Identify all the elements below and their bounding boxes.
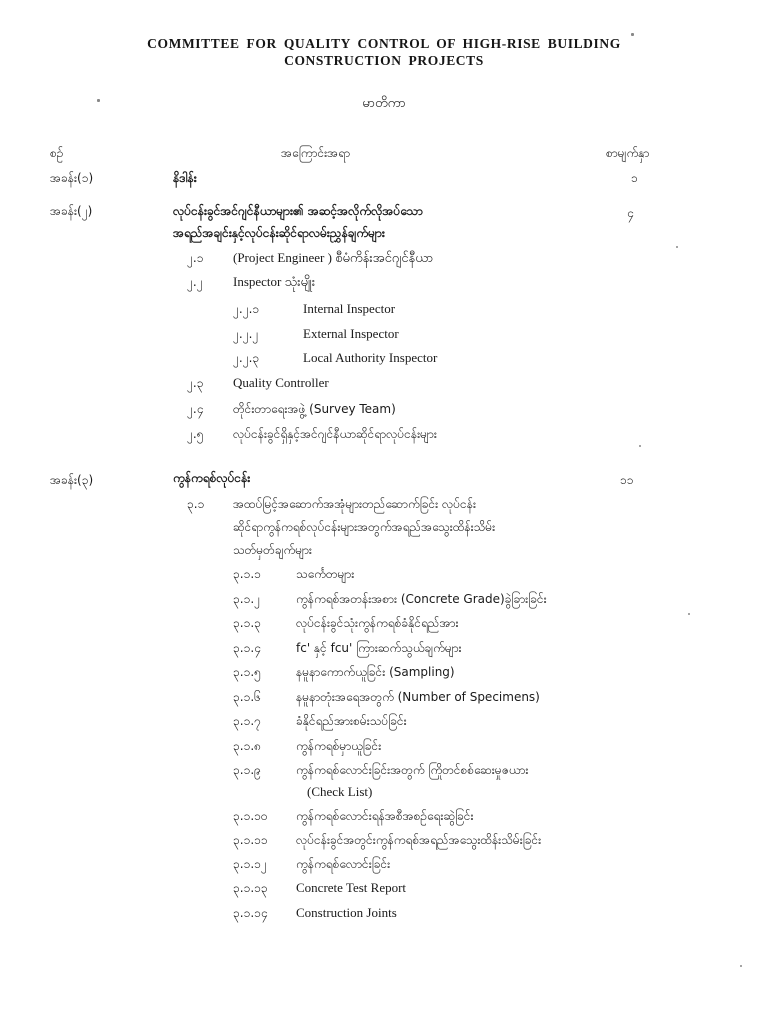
subitem-number: ၃.၁.၁၃ — [233, 881, 268, 895]
item-number: ၂.၂ — [187, 275, 203, 289]
subitem-number: ၃.၁.၆ — [233, 690, 261, 704]
subitem-number: ၃.၁.၉ — [233, 763, 261, 777]
column-header-chapter: စဉ် — [50, 146, 64, 160]
toc-subitem-text: Internal Inspector — [303, 301, 396, 316]
subitem-number: ၂.၂.၃ — [233, 351, 260, 365]
subitem-number: ၃.၁.၅ — [233, 665, 261, 679]
toc-subitem-text: ခံနိုင်ရည်အားစမ်းသပ်ခြင်း — [296, 714, 407, 728]
subitem-number: ၃.၁.၄ — [233, 641, 261, 655]
item-number: ၂.၁ — [187, 251, 204, 265]
chapter-3-page: ၁၁ — [620, 473, 634, 487]
toc-subitem-text: နမူနာတုံးအရေအတွက် (Number of Specimens) — [296, 690, 540, 704]
chapter-1-label: အခန်း(၁) — [50, 171, 94, 185]
subitem-number: ၃.၁.၁၄ — [233, 906, 268, 920]
subitem-number: ၂.၂.၂ — [233, 327, 259, 341]
toc-subitem-text: ကွန်ကရစ်လောင်းရန်အစီအစဉ်ရေးဆွဲခြင်း — [296, 809, 474, 823]
toc-subitem-text: Local Authority Inspector — [303, 350, 438, 365]
column-header-page: စာမျက်နှာ — [606, 146, 650, 160]
subitem-number: ၃.၁.၁၀ — [233, 809, 268, 823]
toc-subitem-text: ကွန်ကရစ်လောင်းခြင်း — [296, 857, 391, 871]
toc-subitem-text: သင်္ကေတများ — [296, 567, 355, 581]
toc-item-text: Inspector သုံးမျိုး — [233, 274, 316, 289]
chapter-2-page: ၄ — [627, 206, 634, 220]
item-number: ၂.၃ — [187, 376, 204, 390]
chapter-2-title-line1: လုပ်ငန်းခွင်အင်ဂျင်နီယာများ၏ အဆင့်အလိုက်လိုအပ်သော — [173, 204, 423, 218]
toc-item-text-line1: အထပ်မြင့်အဆောက်အအုံများတည်ဆောက်ခြင်း လုပ်ငန်း — [233, 497, 476, 511]
toc-heading: မာတိကာ — [362, 96, 406, 111]
subitem-number: ၃.၁.၁၁ — [233, 833, 268, 847]
scan-speck — [676, 246, 678, 248]
toc-subitem-text: Concrete Test Report — [296, 880, 407, 895]
toc-item-text: Quality Controller — [233, 375, 329, 390]
subitem-number: ၃.၁.၁ — [233, 567, 261, 581]
item-number: ၂.၅ — [187, 427, 204, 441]
toc-item-text-line2: ဆိုင်ရာကွန်ကရစ်လုပ်ငန်းများအတွက်အရည်အသွေးထိန်းသိမ်း — [233, 520, 496, 534]
scan-speck — [97, 99, 100, 102]
subitem-number: ၃.၁.၈ — [233, 739, 261, 753]
toc-subitem-text-line2: (Check List) — [307, 784, 373, 799]
subitem-number: ၃.၁.၁၂ — [233, 857, 267, 871]
toc-subitem-text: လုပ်ငန်းခွင်သုံးကွန်ကရစ်ခံနိုင်ရည်အား — [296, 616, 459, 630]
scan-speck — [688, 613, 690, 615]
chapter-2-label: အခန်း(၂) — [50, 204, 93, 218]
chapter-1-page: ၁ — [631, 171, 638, 185]
toc-item-text-line3: သတ်မှတ်ချက်များ — [233, 543, 312, 557]
toc-item-text: (Project Engineer ) စီမံကိန်းအင်ဂျင်နီယာ — [233, 250, 434, 265]
subitem-number: ၂.၂.၁ — [233, 302, 260, 316]
toc-subitem-text: ကွန်ကရစ်လောင်းခြင်းအတွက် ကြိုတင်စစ်ဆေးမှုဇယား — [296, 763, 529, 777]
scan-speck — [631, 33, 634, 36]
chapter-1-title: နိဒါန်း — [173, 171, 197, 185]
committee-title-line1: COMMITTEE FOR QUALITY CONTROL OF HIGH-RISE BUILDING — [147, 36, 621, 51]
toc-subitem-text: External Inspector — [303, 326, 399, 341]
toc-subitem-text: လုပ်ငန်းခွင်အတွင်းကွန်ကရစ်အရည်အသွေးထိန်းသိမ်းခြင်း — [296, 833, 542, 847]
scan-speck — [639, 445, 641, 447]
subitem-number: ၃.၁.၃ — [233, 616, 261, 630]
toc-subitem-text: Construction Joints — [296, 905, 397, 920]
subitem-number: ၃.၁.၂ — [233, 592, 261, 606]
chapter-3-title: ကွန်ကရစ်လုပ်ငန်း — [173, 471, 251, 485]
chapter-3-label: အခန်း(၃) — [50, 473, 94, 487]
subitem-number: ၃.၁.၇ — [233, 714, 261, 728]
toc-subitem-text: ကွန်ကရစ်မှာယူခြင်း — [296, 739, 382, 753]
toc-item-text: လုပ်ငန်းခွင်ရှိနှင့်အင်ဂျင်နီယာဆိုင်ရာလုပ်ငန်းများ — [233, 427, 437, 441]
item-number: ၂.၄ — [187, 402, 204, 416]
column-header-subject: အကြောင်းအရာ — [281, 146, 350, 160]
chapter-2-title-line2: အရည်အချင်းနှင့်လုပ်ငန်းဆိုင်ရာလမ်းညွှန်ချက်များ — [173, 226, 385, 240]
toc-subitem-text: ကွန်ကရစ်အတန်းအစား (Concrete Grade)ခွဲခြားခြင်း — [296, 592, 547, 606]
scan-speck — [740, 965, 742, 967]
toc-subitem-text: နမူနာကောက်ယူခြင်း (Sampling) — [296, 665, 455, 679]
toc-subitem-text: fc' နှင့် fcu' ကြားဆက်သွယ်ချက်များ — [296, 641, 462, 655]
item-number: ၃.၁ — [187, 497, 205, 511]
toc-item-text: တိုင်းတာရေးအဖွဲ့ (Survey Team) — [233, 402, 396, 416]
committee-title-line2: CONSTRUCTION PROJECTS — [284, 53, 484, 68]
